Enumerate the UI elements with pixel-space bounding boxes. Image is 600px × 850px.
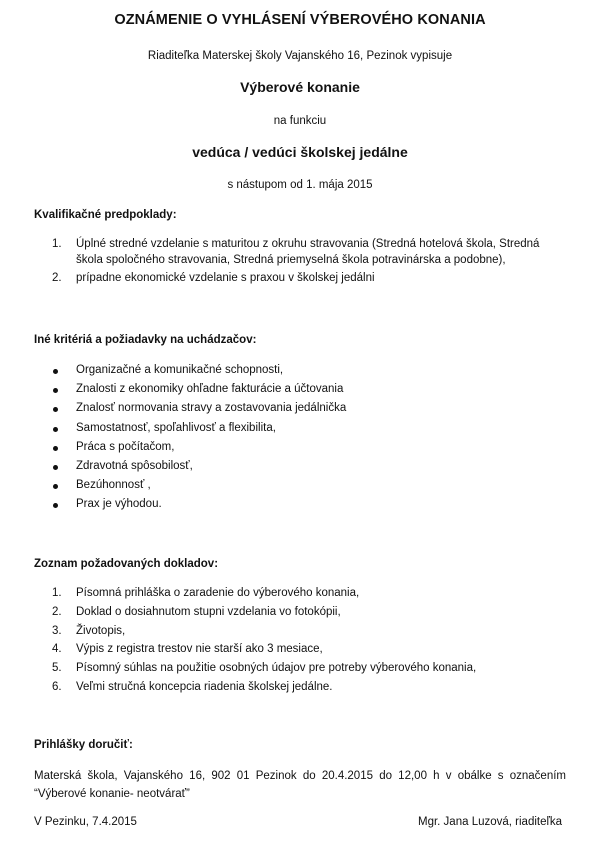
position-title: vedúca / vedúci školskej jedálne [192, 144, 408, 160]
criteria-list [0, 363, 600, 517]
list-item-text: Písomný súhlas na použitie osobných údajov pre potreby výberového konania, [76, 662, 477, 675]
list-number: 3. [52, 624, 62, 637]
list-item-text: Bezúhonnosť , [76, 479, 151, 492]
intro-text: Riaditeľka Materskej školy Vajanského 16, Pezinok vypisuje [147, 50, 453, 62]
place-date: V Pezinku, 7.4.2015 [34, 816, 137, 828]
list-item [0, 680, 600, 699]
document-title: OZNÁMENIE O VYHLÁSENÍ VÝBEROVÉHO KONANIA [114, 12, 486, 28]
qualifications-list [0, 237, 600, 290]
delivery-heading: Prihlášky doručiť: [34, 739, 133, 751]
bullet-icon [53, 446, 58, 451]
list-item [0, 459, 600, 478]
list-item-text: Práca s počítačom, [76, 440, 175, 453]
criteria-heading: Iné kritériá a požiadavky na uchádzačov: [34, 334, 257, 346]
bullet-icon [53, 388, 58, 393]
documents-list [0, 586, 600, 699]
list-item-text: Znalosti z ekonomiky ohľadne fakturácie a účtovania [76, 383, 344, 396]
bullet-icon [53, 465, 58, 470]
delivery-text: Materská škola, Vajanského 16, 902 01 Pezinok do 20.4.2015 do 12,00 h v obálke s označením “Výberové konanie- neotvárať” [34, 770, 566, 800]
bullet-icon [53, 369, 58, 374]
list-item-text: Úplné stredné vzdelanie s maturitou z okruhu stravovania (Stredná hotelová škola, Stredná škola spoločného stravovania, Stredná priemyselná škola potravinárska a podobne), [76, 238, 540, 266]
list-item-text: Písomná prihláška o zaradenie do výberového konania, [76, 587, 360, 599]
list-item-text: Znalosť normovania stravy a zostavovania jedálnička [76, 402, 347, 415]
list-item-text: Samostatnosť, spoľahlivosť a flexibilita, [76, 421, 276, 434]
list-item-text: Prax je výhodou. [76, 498, 162, 511]
list-item [0, 401, 600, 420]
list-item-text: Doklad o dosiahnutom stupni vzdelania vo fotokópii, [76, 605, 341, 618]
list-number: 2. [52, 272, 62, 285]
list-item [0, 642, 600, 661]
list-item-text: Výpis z registra trestov nie starší ako 3 mesiace, [76, 643, 323, 656]
bullet-icon [53, 427, 58, 432]
list-item-text: Organizačné a komunikačné schopnosti, [76, 364, 284, 376]
signature: Mgr. Jana Luzová, riaditeľka [418, 816, 562, 828]
list-item [0, 440, 600, 459]
list-number: 6. [52, 680, 62, 693]
bullet-icon [53, 407, 58, 412]
list-item-text: Životopis, [76, 624, 126, 637]
documents-heading: Zoznam požadovaných dokladov: [34, 558, 219, 570]
list-item [0, 421, 600, 440]
list-item-text: prípadne ekonomické vzdelanie s praxou v školskej jedálni [76, 272, 375, 285]
qualifications-heading: Kvalifikačné predpoklady: [34, 209, 177, 221]
list-item [0, 478, 600, 497]
list-item [0, 605, 600, 624]
start-date-text: s nástupom od 1. mája 2015 [227, 179, 373, 191]
list-item [0, 382, 600, 401]
list-item [0, 497, 600, 516]
subtitle: Výberové konanie [240, 79, 360, 95]
list-number: 1. [52, 238, 62, 250]
list-number: 2. [52, 605, 62, 618]
list-number: 1. [52, 587, 62, 599]
list-item [0, 586, 600, 605]
list-item-text: Zdravotná spôsobilosť, [76, 459, 193, 472]
on-function-text: na funkciu [273, 115, 327, 127]
bullet-icon [53, 503, 58, 508]
list-item [0, 624, 600, 643]
list-item [0, 363, 600, 382]
list-item [0, 661, 600, 680]
list-item-text: Veľmi stručná koncepcia riadenia školskej jedálne. [76, 680, 333, 693]
list-number: 5. [52, 662, 62, 675]
list-item [0, 271, 600, 287]
bullet-icon [53, 484, 58, 489]
list-item [0, 237, 600, 268]
list-number: 4. [52, 643, 62, 656]
